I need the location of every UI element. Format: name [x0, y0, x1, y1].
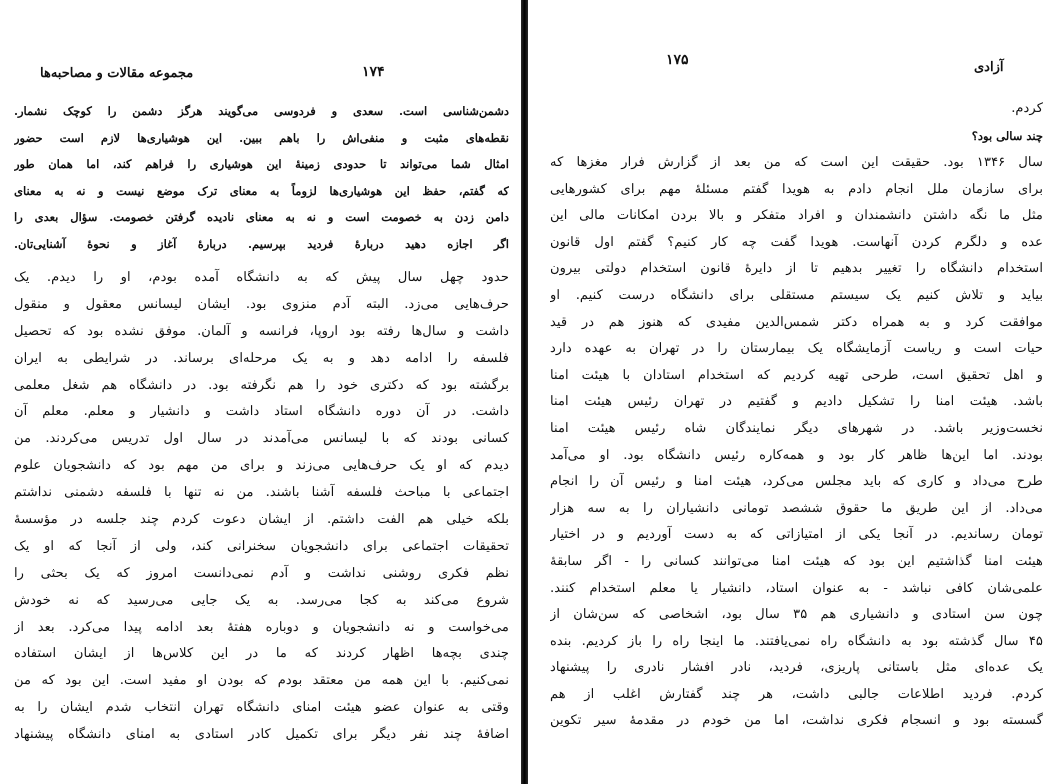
right-page	[528, 0, 1057, 784]
left-body-line: نمی‌کنیم. با این همه من معتقد بودم که بودن او مفید است. این بود که من	[14, 673, 509, 689]
left-body-line: داشت و سال‌ها رفته بود اروپا، فرانسه و آلمان. موفق نشده بود که تحصیل	[14, 323, 509, 339]
left-page-number: ۱۷۴	[362, 64, 385, 80]
left-body-line: دیدم که او یک حرف‌هایی می‌زند و برای من مهم بود که دانشجویان علوم	[14, 458, 509, 474]
left-body-line: وقتی به عنوان عضو هیئت امنای دانشگاه تهران انتخاب شدم ایشان را به	[14, 700, 509, 716]
right-body-line: طرح می‌داد و کاری که باید مجلس می‌کرد، هیئت امنا و رئیس آن را انجام	[550, 474, 1043, 490]
right-body-line: مثل ما نگه داشتن دانشمندان و افراد متفکر و بالا بردن امکانات مالی این	[550, 208, 1043, 224]
left-body	[14, 265, 509, 749]
right-body-line: کردم. فردید اطلاعات جالبی داشت، هر چند گفتارش اغلب از هم	[550, 686, 1043, 702]
right-question: چند سالی بود؟	[971, 128, 1043, 143]
left-body-line: برگشته بود که دکتری خود را هم نگرفته بود. در دانشگاه هم شغل معلمی	[14, 377, 509, 393]
left-question-line: نقطه‌های مثبت و منفی‌اش را باهم ببین. این هوشیاری‌ها لازم است حضور	[14, 130, 509, 145]
left-body-line: کسانی بودند که با لیسانس می‌آمدند در سال اول تدریس می‌کردند. من	[14, 431, 509, 447]
right-body-line: باشد. هیئت امنا را تشکیل دادیم و گفتیم در تهران رئیس هیئت امنا	[550, 394, 1043, 410]
left-body-line: حدود چهل سال پیش که به دانشگاه آمده بودم، او را دیدم. یک	[14, 270, 509, 285]
book-gutter	[521, 0, 528, 784]
right-body-line: سال ۱۳۴۶ بود. حقیقت این است که من بعد از گزارش فرار مغزها که	[550, 155, 1043, 170]
left-body-line: چندی بچه‌ها اظهار کردند که ما در این کلاس‌ها از ایشان استفاده	[14, 646, 509, 662]
right-body-line: علمی‌شان کافی نباشد - به عنوان استاد، دانشیار یا معلم استخدام کنند.	[550, 580, 1043, 596]
right-body-line: و اهل تحقیق است، طرحی تهیه کردیم که استخدام استادان با هیئت امنا	[550, 367, 1043, 383]
right-body-line: تومان رساندیم. در آنجا یکی از امتیازاتی که به دست آوردیم و در اختیار	[550, 527, 1043, 543]
left-body-line: شروع می‌کند به کجا می‌رسد. به یک جایی می‌رسید که نه خودش	[14, 592, 509, 608]
left-question-line: امثال شما می‌تواند تا حدودی زمینهٔ این هوشیاری را فراهم کند، اما همان طور	[14, 157, 509, 171]
left-body-line: بلکه خیلی هم الفت داشتم. از ایشان دعوت کردم چند جلسه در مؤسسهٔ	[14, 512, 509, 528]
right-body-line: یک عده‌ای مثل باستانی پاریزی، فردید، نادر افشار نادری را پیشنهاد	[550, 660, 1043, 676]
left-body-line: تحقیقات اجتماعی برای دانشجویان سخنرانی کند، ولی از آنجا که او یک	[14, 538, 509, 554]
left-body-line: حرف‌هایی می‌زد. البته آدم منزوی بود. ایشان لیسانس معقول و منقول	[14, 296, 509, 312]
left-question-line: دشمن‌شناسی است. سعدی و فردوسی می‌گویند هرگز دشمن را کوچک نشمار.	[14, 104, 509, 118]
right-body-line: گسسته بود و انسجام فکری نداشت، اما من خودم در مقدمهٔ سیر تکوین	[550, 713, 1043, 729]
left-question-line: دامن زدن به خصومت است و نه به معنای نادیده گرفتن خصومت. سؤال بعدی را	[14, 210, 509, 224]
right-body-line: موافقت کرد و به همراه دکتر شمس‌الدین مفیدی که هنوز هم در قید	[550, 314, 1043, 330]
left-body-line: نظم فکری روشنی نداشت و آدم نمی‌دانست امروز که یک بحثی را	[14, 565, 509, 581]
left-body-line: اضافهٔ چند نفر دیگر برای تکمیل کادر استادی به امنای دانشگاه پیشنهاد	[14, 727, 509, 743]
left-body-line: اجتماعی با مباحث فلسفه آشنا باشند. من نه تنها با فلسفه دشمنی نداشتم	[14, 485, 509, 501]
left-question-line: اگر اجازه دهید دربارهٔ فردید بپرسیم. دربارهٔ آغاز و نحوهٔ آشنایی‌تان.	[14, 236, 509, 251]
right-page-number: ۱۷۵	[666, 52, 689, 68]
left-body-line: فلسفه را ادامه دهد و به یک مرحله‌ای برساند. در شرایطی به ایران	[14, 350, 509, 366]
right-running-title: آزادی	[974, 60, 1004, 75]
left-body-line: می‌خواست و نه دانشجویان و دوباره هفتهٔ بعد ادامه پیدا می‌کرد. بعد از	[14, 619, 509, 635]
right-body-line: ۴۵ سال گذشته بود به دانشگاه راه نمی‌یافتند. ما اینجا راه را باز کردیم. بنده	[550, 633, 1043, 649]
right-body-line: بودند. اما این‌ها ظاهر کار بود و همه‌کاره رئیس دانشگاه بود. او می‌آمد	[550, 447, 1043, 463]
right-body-line: می‌داد. از این طریق ما حقوق ششصد تومانی دانشیاران را به سه هزار	[550, 500, 1043, 516]
right-body-line: هیئت امنا گذاشتیم این بود که هیئت امنا می‌توانند کسانی را - اگر سابقهٔ	[550, 553, 1043, 569]
left-page	[0, 0, 521, 784]
right-body-line: چون سن استادی و دانشیاری هم ۳۵ سال بود، اشخاصی که سن‌شان از	[550, 607, 1043, 623]
right-body-line: استخدام دانشگاه را تغییر بدهیم تا از دایرهٔ قانون استخدام دولتی بیرون	[550, 261, 1043, 277]
left-body-line: داشت. در آن دوره دانشگاه استاد داشت و دانشیار و معلم. معلم آن	[14, 404, 509, 420]
right-body-line: بیاید و تلاش کنیم یک سیستم مستقلی برای دانشگاه درست کنیم. او	[550, 287, 1043, 303]
right-body	[550, 150, 1043, 735]
right-body-line: حیات است و ریاست آزمایشگاه یک بیمارستان را در تهران به عهده دارد	[550, 341, 1043, 357]
right-body-line: عده و دلگرم کردن آنهاست. هویدا گفت چه کار کنیم؟ گفتم اول قانون	[550, 234, 1043, 250]
right-first-line: کردم.	[1011, 101, 1043, 116]
left-question	[14, 98, 509, 257]
right-body-line: نخست‌وزیر باشد. در شهرهای دیگر نمایندگان شاه رئیس هیئت امنا	[550, 420, 1043, 436]
right-body-line: برای سازمان ملل انجام دادم به هویدا گفتم مسئلهٔ مهم برای کشورهایی	[550, 181, 1043, 197]
left-question-line: که گفتم، حفظ این هوشیاری‌ها لزوماً به معنای ترک موضع نیست و نه به معنای	[14, 183, 509, 198]
left-running-title: مجموعه مقالات و مصاحبه‌ها	[40, 66, 194, 81]
